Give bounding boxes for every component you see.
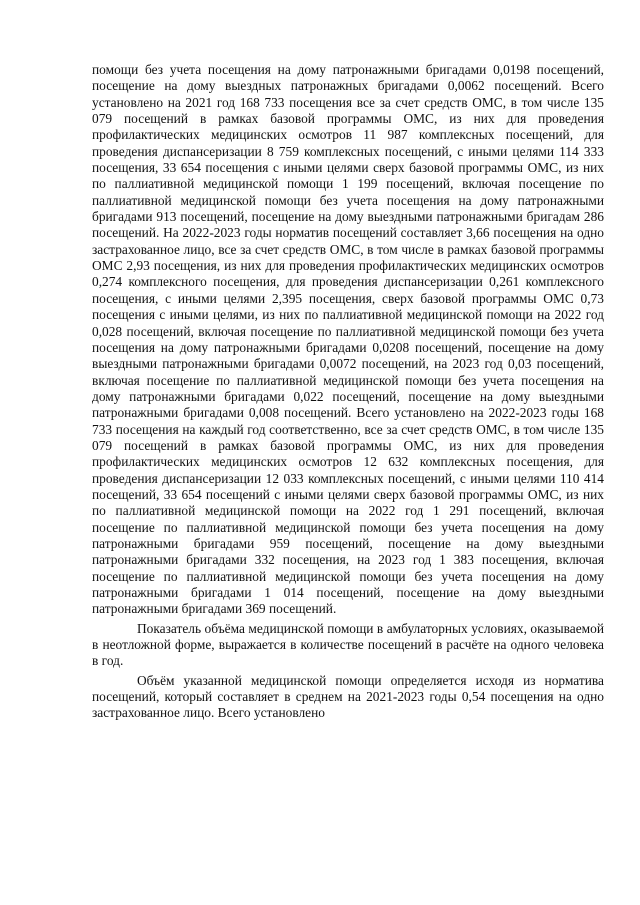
paragraph-urgent-care-volume: Объём указанной медицинской помощи определяется исходя из норматива посещений, который составляет в среднем на 2021-2023 годы 0,54 посещения на одно застрахованное лицо. Всего установлено	[92, 672, 604, 721]
document-body	[92, 62, 604, 722]
paragraph-omc-visits-norms: помощи без учета посещения на дому патронажными бригадами 0,0198 посещений, посещение на дому выездных патронажных бригадами 0,0062 посещений. Всего установлено на 2021 год 168 733 посещения все за счет средств ОМС, в том числе 135 079 посещений в рамках базовой программы ОМС, из них для проведения профилактических медицинских осмотров 11 987 комплексных посещений, для проведения диспансеризации 8 759 комплексных посещений, с иными целями 114 333 посещения, 33 654 посещения с иными целями сверх базовой программы ОМС, из них по паллиативной медицинской помощи 1 199 посещений, включая посещение по паллиативной медицинской помощи без учета посещения на дому патронажными бригадами 913 посещений, посещение на дому выездными патронажными бригадам 286 посещений. На 2022-2023 годы норматив посещений составляет 3,66 посещения на одно застрахованное лицо, все за счет средств ОМС, в том числе в рамках базовой программы ОМС 2,93 посещения, из них для проведения профилактических медицинских осмотров 0,274 комплексного посещения, для проведения диспансеризации 0,261 комплексного посещения, с иными целями 2,395 посещения, сверх базовой программы ОМС 0,73 посещения с иными целями, из них по паллиативной медицинской помощи на 2022 год 0,028 посещений, включая посещение по паллиативной медицинской помощи без учета посещения на дому патронажными бригадами 0,0208 посещений, посещение на дому выездными патронажными бригадами 0,0072 посещений, на 2023 год 0,03 посещений, включая посещение по паллиативной медицинской помощи без учета посещения на дому патронажными бригадами 0,022 посещений, посещение на дому выездными патронажными бригадами 0,008 посещений. Всего установлено на 2022-2023 годы 168 733 посещения на каждый год соответственно, все за счет средств ОМС, в том числе 135 079 посещений в рамках базовой программы ОМС, из них для проведения профилактических медицинских осмотров 12 632 комплексных посещения, для проведения диспансеризации 12 033 комплексных посещений, с иными целями 110 414 посещений, 33 654 посещений с иными целями сверх базовой программы ОМС, из них по паллиативной медицинской помощи на 2022 год 1 291 посещений, включая посещение по паллиативной медицинской помощи без учета посещения на дому патронажными бригадами 959 посещений, посещение на дому выездными патронажными бригадами 332 посещения, на 2023 год 1 383 посещения, включая посещение по паллиативной медицинской помощи без учета посещения на дому патронажными бригадами 1 014 посещений, посещение на дому выездными патронажными бригадами 369 посещений.	[92, 62, 604, 617]
paragraph-urgent-care-indicator: Показатель объёма медицинской помощи в амбулаторных условиях, оказываемой в неотложной форме, выражается в количестве посещений в расчёте на одного человека в год.	[92, 620, 604, 669]
